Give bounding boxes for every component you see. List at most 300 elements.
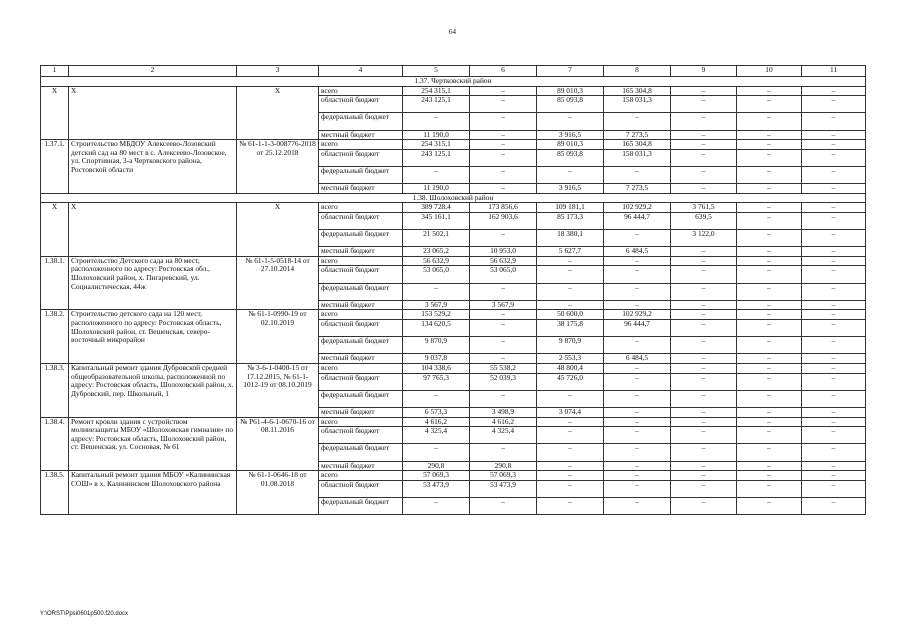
object-name: Строительство детского сада на 120 мест, расположенного по адресу: Ростовская область, Шолоховский район, ст. Вешенская, северо-восточный микрорайон <box>69 310 237 364</box>
amount-cell: – <box>671 266 737 283</box>
amount-cell: – <box>671 247 737 257</box>
amount-cell: – <box>802 149 866 166</box>
amount-cell: – <box>802 86 866 96</box>
document-number: № 61-1-0646-18 от 01.08.2018 <box>237 471 319 515</box>
amount-cell: – <box>802 417 866 427</box>
amount-cell: 52 039,3 <box>470 373 537 390</box>
amount-cell: – <box>802 212 866 229</box>
amount-cell: 85 093,8 <box>537 96 604 113</box>
amount-cell: 89 010,3 <box>537 86 604 96</box>
amount-cell: – <box>537 471 604 481</box>
amount-cell: 104 338,6 <box>403 364 470 374</box>
amount-cell: 102 929,2 <box>604 203 671 213</box>
item-number: 1.38.5. <box>41 471 69 515</box>
amount-cell: – <box>737 480 802 497</box>
amount-cell: – <box>737 461 802 471</box>
amount-cell: 290,8 <box>403 461 470 471</box>
funding-source: местный бюджет <box>319 300 403 310</box>
amount-cell: – <box>604 471 671 481</box>
section-header-row <box>41 77 866 87</box>
amount-cell: – <box>802 427 866 444</box>
amount-cell: – <box>802 337 866 354</box>
funding-source: всего <box>319 364 403 374</box>
amount-cell: – <box>802 256 866 266</box>
column-number: 4 <box>319 66 403 77</box>
amount-cell: 6 484,5 <box>604 354 671 364</box>
amount-cell: – <box>737 337 802 354</box>
amount-cell: – <box>604 427 671 444</box>
column-number: 10 <box>737 66 802 77</box>
amount-cell: 53 473,9 <box>403 480 470 497</box>
amount-cell: 4 325,4 <box>403 427 470 444</box>
amount-cell: 4 325,4 <box>470 427 537 444</box>
funding-source: местный бюджет <box>319 354 403 364</box>
funding-source: областной бюджет <box>319 212 403 229</box>
amount-cell: – <box>470 140 537 150</box>
amount-cell: – <box>802 480 866 497</box>
amount-cell: – <box>604 300 671 310</box>
section-title: 1.38. Шолоховский район <box>41 193 866 203</box>
item-number: 1.38.2. <box>41 310 69 364</box>
amount-cell: – <box>802 497 866 514</box>
amount-cell: 173 856,6 <box>470 203 537 213</box>
amount-cell: 18 380,1 <box>537 230 604 247</box>
document-number: № 61-1-0990-19 от 02.10.2019 <box>237 310 319 364</box>
amount-cell: – <box>671 283 737 300</box>
funding-source: федеральный бюджет <box>319 230 403 247</box>
funding-source: федеральный бюджет <box>319 390 403 407</box>
object-name: X <box>69 86 237 140</box>
amount-cell: 11 190,0 <box>403 130 470 140</box>
amount-cell: – <box>537 427 604 444</box>
amount-cell: 97 765,3 <box>403 373 470 390</box>
funding-source: всего <box>319 256 403 266</box>
amount-cell: 85 093,8 <box>537 149 604 166</box>
amount-cell: – <box>671 390 737 407</box>
amount-cell: – <box>737 184 802 194</box>
funding-source: всего <box>319 86 403 96</box>
amount-cell: – <box>470 130 537 140</box>
amount-cell: – <box>537 444 604 461</box>
amount-cell: – <box>737 149 802 166</box>
section-header-row <box>41 193 866 203</box>
amount-cell: – <box>470 444 537 461</box>
amount-cell: – <box>737 86 802 96</box>
amount-cell: 153 529,2 <box>403 310 470 320</box>
amount-cell: – <box>802 310 866 320</box>
amount-cell: 45 726,0 <box>537 373 604 390</box>
funding-source: федеральный бюджет <box>319 337 403 354</box>
amount-cell: 21 502,1 <box>403 230 470 247</box>
amount-cell: 102 929,2 <box>604 310 671 320</box>
amount-cell: 3 567,9 <box>403 300 470 310</box>
amount-cell: 9 037,8 <box>403 354 470 364</box>
amount-cell: – <box>671 149 737 166</box>
amount-cell: – <box>470 390 537 407</box>
amount-cell: – <box>802 283 866 300</box>
amount-cell: 243 125,1 <box>403 149 470 166</box>
funding-source: всего <box>319 310 403 320</box>
document-number: X <box>237 86 319 140</box>
funding-source: местный бюджет <box>319 461 403 471</box>
item-number: 1.38.1. <box>41 256 69 310</box>
amount-cell: – <box>671 444 737 461</box>
object-name: Ремонт кровли здания с устройством молниезащиты МБОУ «Шолоховская гимназия» по адресу: Ростовская область, Шолоховский район, ст. Вешенская, ул. Сосновая, № 61 <box>69 417 237 471</box>
amount-cell: – <box>470 337 537 354</box>
amount-cell: – <box>470 166 537 183</box>
amount-cell: 85 173,3 <box>537 212 604 229</box>
amount-cell: – <box>737 427 802 444</box>
amount-cell: – <box>604 373 671 390</box>
amount-cell: 3 916,5 <box>537 130 604 140</box>
funding-source: федеральный бюджет <box>319 497 403 514</box>
amount-cell: – <box>604 337 671 354</box>
amount-cell: 389 728,4 <box>403 203 470 213</box>
amount-cell: – <box>737 266 802 283</box>
amount-cell: 6 573,3 <box>403 407 470 417</box>
amount-cell: – <box>403 444 470 461</box>
section-title: 1.37. Чертковский район <box>41 77 866 87</box>
table-row <box>41 310 866 320</box>
amount-cell: – <box>470 230 537 247</box>
amount-cell: – <box>537 461 604 471</box>
amount-cell: – <box>737 373 802 390</box>
document-number: № 61-1-1-3-008776-2018 от 25.12.2018 <box>237 140 319 194</box>
amount-cell: – <box>671 184 737 194</box>
amount-cell: – <box>537 390 604 407</box>
item-number: 1.37.1. <box>41 140 69 194</box>
amount-cell: – <box>737 130 802 140</box>
funding-source: федеральный бюджет <box>319 166 403 183</box>
amount-cell: – <box>537 300 604 310</box>
amount-cell: – <box>604 364 671 374</box>
amount-cell: – <box>737 390 802 407</box>
amount-cell: 109 181,1 <box>537 203 604 213</box>
amount-cell: 89 010,3 <box>537 140 604 150</box>
amount-cell: – <box>537 113 604 130</box>
amount-cell: – <box>537 266 604 283</box>
amount-cell: – <box>604 266 671 283</box>
amount-cell: – <box>604 283 671 300</box>
amount-cell: 53 065,0 <box>470 266 537 283</box>
amount-cell: 53 473,9 <box>470 480 537 497</box>
amount-cell: 2 553,3 <box>537 354 604 364</box>
amount-cell: – <box>604 444 671 461</box>
funding-source: местный бюджет <box>319 407 403 417</box>
amount-cell: – <box>802 96 866 113</box>
amount-cell: 3 916,5 <box>537 184 604 194</box>
amount-cell: 254 315,1 <box>403 140 470 150</box>
amount-cell: – <box>802 130 866 140</box>
page-number: 64 <box>449 28 456 36</box>
amount-cell: – <box>671 407 737 417</box>
amount-cell: – <box>671 166 737 183</box>
amount-cell: 165 304,8 <box>604 86 671 96</box>
object-name: X <box>69 203 237 257</box>
amount-cell: – <box>671 113 737 130</box>
budget-table <box>40 65 866 515</box>
amount-cell: – <box>802 247 866 257</box>
amount-cell: 290,8 <box>470 461 537 471</box>
funding-source: всего <box>319 140 403 150</box>
amount-cell: – <box>671 354 737 364</box>
amount-cell: – <box>737 166 802 183</box>
amount-cell: 639,5 <box>671 212 737 229</box>
table-row <box>41 417 866 427</box>
amount-cell: 158 031,3 <box>604 96 671 113</box>
amount-cell: – <box>604 417 671 427</box>
amount-cell: – <box>737 96 802 113</box>
item-number: X <box>41 86 69 140</box>
amount-cell: – <box>737 283 802 300</box>
amount-cell: – <box>470 320 537 337</box>
amount-cell: 55 538,2 <box>470 364 537 374</box>
amount-cell: – <box>802 140 866 150</box>
amount-cell: – <box>470 149 537 166</box>
amount-cell: – <box>802 407 866 417</box>
amount-cell: – <box>737 140 802 150</box>
funding-source: областной бюджет <box>319 149 403 166</box>
column-number-row <box>41 66 866 77</box>
amount-cell: 9 870,9 <box>403 337 470 354</box>
amount-cell: 53 065,0 <box>403 266 470 283</box>
amount-cell: – <box>737 417 802 427</box>
amount-cell: – <box>470 497 537 514</box>
column-number: 1 <box>41 66 69 77</box>
amount-cell: – <box>537 256 604 266</box>
amount-cell: – <box>737 407 802 417</box>
amount-cell: 3 498,9 <box>470 407 537 417</box>
amount-cell: – <box>403 497 470 514</box>
column-number: 8 <box>604 66 671 77</box>
table-body <box>41 66 866 515</box>
amount-cell: – <box>737 212 802 229</box>
amount-cell: 57 069,3 <box>470 471 537 481</box>
amount-cell: – <box>537 166 604 183</box>
amount-cell: 56 632,9 <box>470 256 537 266</box>
amount-cell: – <box>537 417 604 427</box>
amount-cell: – <box>802 390 866 407</box>
amount-cell: – <box>802 320 866 337</box>
amount-cell: – <box>802 354 866 364</box>
amount-cell: – <box>671 337 737 354</box>
amount-cell: – <box>802 166 866 183</box>
funding-source: областной бюджет <box>319 320 403 337</box>
amount-cell: – <box>671 480 737 497</box>
amount-cell: – <box>737 300 802 310</box>
amount-cell: – <box>671 140 737 150</box>
funding-source: областной бюджет <box>319 480 403 497</box>
column-number: 6 <box>470 66 537 77</box>
amount-cell: – <box>802 184 866 194</box>
table-row <box>41 256 866 266</box>
amount-cell: – <box>737 471 802 481</box>
amount-cell: – <box>604 390 671 407</box>
amount-cell: – <box>671 256 737 266</box>
object-name: Строительство Детского сада на 80 мест, расположенного по адресу: Ростовская обл., Шолоховский район, х. Пигаревский, ул. Социалистическая, 44ж <box>69 256 237 310</box>
column-number: 5 <box>403 66 470 77</box>
table-row <box>41 364 866 374</box>
funding-source: областной бюджет <box>319 96 403 113</box>
amount-cell: – <box>737 364 802 374</box>
amount-cell: 162 903,6 <box>470 212 537 229</box>
document-number: X <box>237 203 319 257</box>
amount-cell: 9 870,9 <box>537 337 604 354</box>
table-row <box>41 471 866 481</box>
amount-cell: 7 273,5 <box>604 130 671 140</box>
amount-cell: – <box>671 461 737 471</box>
amount-cell: 3 122,0 <box>671 230 737 247</box>
file-path: Y:\ORST\Ppsi0601p500.f20.docx <box>40 611 129 617</box>
amount-cell: 3 567,9 <box>470 300 537 310</box>
amount-cell: – <box>671 310 737 320</box>
amount-cell: – <box>470 86 537 96</box>
amount-cell: – <box>671 373 737 390</box>
funding-source: областной бюджет <box>319 266 403 283</box>
amount-cell: 10 953,0 <box>470 247 537 257</box>
amount-cell: 56 632,9 <box>403 256 470 266</box>
amount-cell: – <box>604 407 671 417</box>
amount-cell: – <box>604 497 671 514</box>
funding-source: местный бюджет <box>319 247 403 257</box>
amount-cell: – <box>604 230 671 247</box>
document-number: № 61-1-5-0518-14 от 27.10.2014 <box>237 256 319 310</box>
amount-cell: – <box>470 283 537 300</box>
funding-source: всего <box>319 203 403 213</box>
amount-cell: – <box>802 300 866 310</box>
amount-cell: 23 065,2 <box>403 247 470 257</box>
amount-cell: – <box>737 444 802 461</box>
funding-source: местный бюджет <box>319 184 403 194</box>
amount-cell: – <box>604 480 671 497</box>
amount-cell: – <box>737 113 802 130</box>
amount-cell: – <box>802 444 866 461</box>
object-name: Строительство МБДОУ Алексеево-Лозовский детский сад на 80 мест в с. Алексеево-Лозовское, ул. Спортивная, 3-а Чертковского района, Ростовской области <box>69 140 237 194</box>
amount-cell: – <box>604 461 671 471</box>
column-number: 2 <box>69 66 237 77</box>
document-number: № 3-6-1-0400-15 от 17.12.2015, № 61-1-1012-19 от 08.10.2019 <box>237 364 319 418</box>
item-number: X <box>41 203 69 257</box>
amount-cell: – <box>737 247 802 257</box>
amount-cell: 4 616,2 <box>403 417 470 427</box>
amount-cell: – <box>403 166 470 183</box>
amount-cell: 96 444,7 <box>604 320 671 337</box>
amount-cell: 254 315,1 <box>403 86 470 96</box>
amount-cell: – <box>671 427 737 444</box>
amount-cell: – <box>470 113 537 130</box>
amount-cell: – <box>671 364 737 374</box>
amount-cell: – <box>604 166 671 183</box>
amount-cell: – <box>470 96 537 113</box>
amount-cell: 243 125,1 <box>403 96 470 113</box>
amount-cell: – <box>671 96 737 113</box>
amount-cell: – <box>671 320 737 337</box>
funding-source: федеральный бюджет <box>319 113 403 130</box>
funding-source: областной бюджет <box>319 373 403 390</box>
amount-cell: – <box>737 354 802 364</box>
amount-cell: – <box>737 310 802 320</box>
funding-source: всего <box>319 471 403 481</box>
amount-cell: – <box>537 480 604 497</box>
amount-cell: – <box>671 130 737 140</box>
amount-cell: 345 161,1 <box>403 212 470 229</box>
amount-cell: – <box>470 184 537 194</box>
amount-cell: 11 190,0 <box>403 184 470 194</box>
amount-cell: 6 484,5 <box>604 247 671 257</box>
item-number: 1.38.4. <box>41 417 69 471</box>
amount-cell: – <box>802 364 866 374</box>
table-row <box>41 203 866 213</box>
funding-source: местный бюджет <box>319 130 403 140</box>
amount-cell: – <box>403 390 470 407</box>
object-name: Капитальный ремонт здания Дубровской средней общеобразовательной школы, расположенной по адресу: Ростовская область, Шолоховский район, х. Дубровский, пер. Школьный, 1 <box>69 364 237 418</box>
column-number: 7 <box>537 66 604 77</box>
amount-cell: 165 304,8 <box>604 140 671 150</box>
amount-cell: – <box>802 203 866 213</box>
amount-cell: 3 074,4 <box>537 407 604 417</box>
amount-cell: – <box>737 320 802 337</box>
amount-cell: – <box>802 113 866 130</box>
amount-cell: – <box>671 471 737 481</box>
amount-cell: – <box>403 283 470 300</box>
amount-cell: – <box>537 497 604 514</box>
amount-cell: – <box>671 417 737 427</box>
table-row <box>41 140 866 150</box>
document-number: № Р61-4-6-1-0670-16 от 08.11.2016 <box>237 417 319 471</box>
amount-cell: – <box>671 497 737 514</box>
amount-cell: 158 031,3 <box>604 149 671 166</box>
amount-cell: – <box>470 354 537 364</box>
table-row <box>41 86 866 96</box>
amount-cell: – <box>737 230 802 247</box>
amount-cell: 57 069,3 <box>403 471 470 481</box>
amount-cell: – <box>802 230 866 247</box>
funding-source: всего <box>319 417 403 427</box>
amount-cell: 5 627,7 <box>537 247 604 257</box>
amount-cell: – <box>671 300 737 310</box>
amount-cell: 134 620,5 <box>403 320 470 337</box>
amount-cell: – <box>604 113 671 130</box>
amount-cell: – <box>604 256 671 266</box>
amount-cell: 4 616,2 <box>470 417 537 427</box>
amount-cell: – <box>403 113 470 130</box>
amount-cell: – <box>802 461 866 471</box>
column-number: 9 <box>671 66 737 77</box>
amount-cell: 7 273,5 <box>604 184 671 194</box>
object-name: Капитальный ремонт здания МБОУ «Калининская СОШ» в х. Калининском Шолоховского района <box>69 471 237 515</box>
funding-source: федеральный бюджет <box>319 444 403 461</box>
amount-cell: – <box>802 266 866 283</box>
item-number: 1.38.3. <box>41 364 69 418</box>
column-number: 3 <box>237 66 319 77</box>
column-number: 11 <box>802 66 866 77</box>
amount-cell: 3 761,5 <box>671 203 737 213</box>
amount-cell: – <box>470 310 537 320</box>
amount-cell: – <box>737 256 802 266</box>
funding-source: областной бюджет <box>319 427 403 444</box>
amount-cell: 48 800,4 <box>537 364 604 374</box>
amount-cell: 50 600,0 <box>537 310 604 320</box>
amount-cell: – <box>737 203 802 213</box>
amount-cell: – <box>802 471 866 481</box>
amount-cell: 38 175,8 <box>537 320 604 337</box>
amount-cell: – <box>737 497 802 514</box>
amount-cell: – <box>802 373 866 390</box>
amount-cell: – <box>537 283 604 300</box>
funding-source: федеральный бюджет <box>319 283 403 300</box>
amount-cell: 96 444,7 <box>604 212 671 229</box>
amount-cell: – <box>671 86 737 96</box>
